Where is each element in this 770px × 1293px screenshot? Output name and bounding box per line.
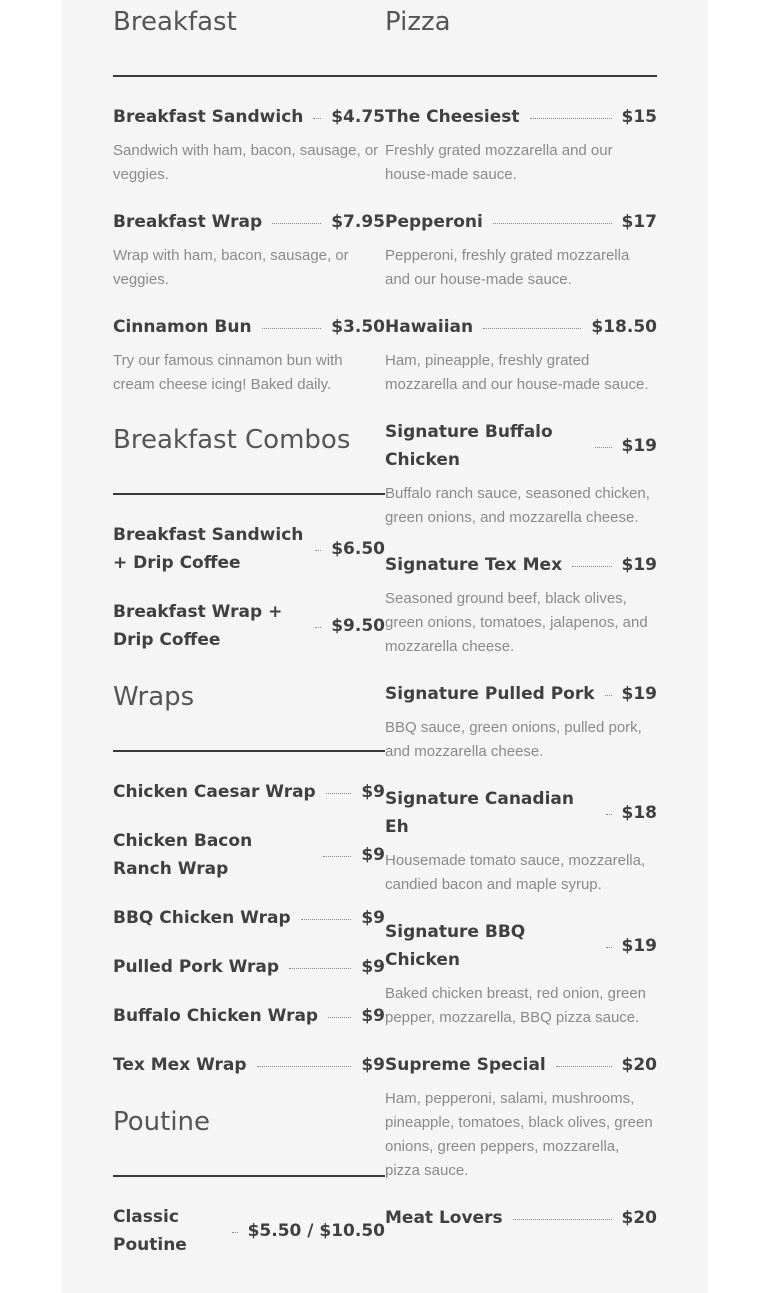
dotted-leader (301, 919, 352, 920)
menu-section-breakfast (113, 0, 385, 397)
menu-item-description: Housemade tomato sauce, mozzarella, candied bacon and maple syrup. (385, 852, 646, 893)
menu-item (113, 778, 385, 806)
section-divider (113, 493, 385, 495)
menu-item-price: $18 (621, 803, 657, 823)
dotted-leader (328, 1017, 351, 1018)
menu-section-wraps (113, 675, 385, 1079)
menu-item-price: $19 (621, 555, 657, 575)
dotted-leader (323, 856, 351, 857)
menu-item (113, 1203, 385, 1259)
dotted-leader (272, 223, 321, 224)
section-divider (113, 75, 385, 77)
menu-item (385, 1204, 657, 1232)
menu-item-description: Buffalo ranch sauce, seasoned chicken, green onions, and mozzarella cheese. (385, 485, 650, 526)
menu-item-name: Signature Tex Mex (385, 555, 563, 575)
section-title: Poutine (113, 1107, 211, 1137)
menu-panel (62, 0, 708, 1293)
menu-item (113, 313, 385, 397)
menu-column-left (113, 0, 385, 1280)
menu-item-price: $20 (621, 1208, 657, 1228)
dotted-leader (315, 627, 321, 628)
section-divider (113, 1175, 385, 1177)
menu-item-price: $19 (621, 436, 657, 456)
menu-item (385, 208, 657, 292)
menu-item-header (113, 953, 385, 981)
menu-item-header (385, 418, 657, 474)
menu-item-name: Buffalo Chicken Wrap (113, 1006, 319, 1026)
menu-item-header (385, 785, 657, 841)
menu-item-name: Breakfast Wrap (113, 212, 263, 232)
menu-item-price: $18.50 (591, 317, 657, 337)
menu-item (385, 680, 657, 764)
menu-item (385, 551, 657, 659)
section-title: Breakfast Combos (113, 425, 351, 455)
dotted-leader (572, 566, 611, 567)
menu-item-header (113, 1203, 385, 1259)
dotted-leader (257, 1066, 352, 1067)
menu-item-name: Breakfast Sandwich (113, 107, 304, 127)
dotted-leader (262, 328, 322, 329)
menu-item-header (113, 313, 385, 341)
menu-item (385, 418, 657, 530)
menu-item-price: $6.50 (331, 539, 385, 559)
dotted-leader (289, 968, 351, 969)
menu-item-header (113, 1002, 385, 1030)
menu-item-name: Signature Canadian Eh (385, 789, 574, 837)
menu-item-price: $9 (361, 782, 385, 802)
menu-item-name: Classic Poutine (113, 1207, 187, 1255)
dotted-leader (313, 118, 321, 119)
section-title: Wraps (113, 682, 195, 712)
menu-item (385, 103, 657, 187)
menu-item-price: $19 (621, 684, 657, 704)
menu-item (113, 904, 385, 932)
menu-item-name: Tex Mex Wrap (113, 1055, 247, 1075)
menu-item (113, 1051, 385, 1079)
menu-item-name: Meat Lovers (385, 1208, 503, 1228)
menu-column-right (385, 0, 657, 1253)
menu-item (113, 827, 385, 883)
menu-item-name: The Cheesiest (385, 107, 520, 127)
dotted-leader (315, 550, 321, 551)
menu-item-price: $5.50 / $10.50 (247, 1221, 385, 1241)
menu-item-name: Chicken Bacon Ranch Wrap (113, 831, 253, 879)
menu-item-description: BBQ sauce, green onions, pulled pork, and mozzarella cheese. (385, 719, 642, 760)
menu-item-name: Chicken Caesar Wrap (113, 782, 316, 802)
section-divider (385, 75, 657, 77)
section-divider (113, 750, 385, 752)
menu-item-description: Ham, pineapple, freshly grated mozzarella and our house-made sauce. (385, 352, 649, 393)
dotted-leader (483, 328, 581, 329)
menu-item-price: $9 (361, 1055, 385, 1075)
menu-item (385, 918, 657, 1030)
menu-item (385, 313, 657, 397)
menu-section-pizza (385, 0, 657, 1232)
menu-item-price: $19 (621, 936, 657, 956)
menu-item-description: Wrap with ham, bacon, sausage, or veggies. (113, 247, 349, 288)
menu-item-name: Signature Pulled Pork (385, 684, 595, 704)
section-title: Pizza (385, 7, 451, 37)
menu-item-header (113, 103, 385, 131)
menu-item-price: $20 (621, 1055, 657, 1075)
menu-item-name: Pepperoni (385, 212, 483, 232)
menu-item (113, 1002, 385, 1030)
menu-item-price: $9.50 (331, 616, 385, 636)
menu-item-price: $9 (361, 1006, 385, 1026)
menu-item (113, 521, 385, 577)
menu-item-header (113, 208, 385, 236)
menu-item-price: $15 (621, 107, 657, 127)
menu-item-header (113, 1051, 385, 1079)
menu-item-name: Breakfast Sandwich + Drip Coffee (113, 525, 304, 573)
dotted-leader (606, 947, 612, 948)
menu-item-header (113, 904, 385, 932)
menu-item-header (385, 313, 657, 341)
menu-item-header (385, 551, 657, 579)
menu-item-name: Hawaiian (385, 317, 474, 337)
dotted-leader (530, 118, 612, 119)
dotted-leader (493, 223, 612, 224)
dotted-leader (326, 793, 352, 794)
dotted-leader (606, 814, 612, 815)
menu-item (113, 208, 385, 292)
menu-section-breakfast-combos (113, 418, 385, 654)
menu-item-price: $4.75 (331, 107, 385, 127)
dotted-leader (556, 1066, 612, 1067)
menu-item-description: Sandwich with ham, bacon, sausage, or veggies. (113, 142, 379, 183)
menu-item (113, 953, 385, 981)
menu-item-header (113, 827, 385, 883)
menu-item-name: BBQ Chicken Wrap (113, 908, 291, 928)
menu-item-header (113, 598, 385, 654)
menu-item-description: Try our famous cinnamon bun with cream cheese icing! Baked daily. (113, 352, 343, 393)
menu-item-price: $3.50 (331, 317, 385, 337)
dotted-leader (605, 695, 612, 696)
menu-item-name: Supreme Special (385, 1055, 546, 1075)
menu-item-description: Freshly grated mozzarella and our house-made sauce. (385, 142, 613, 183)
menu-item-header (385, 918, 657, 974)
menu-item-name: Cinnamon Bun (113, 317, 252, 337)
menu-item (113, 103, 385, 187)
menu-item-header (113, 778, 385, 806)
menu-item (385, 785, 657, 897)
menu-item-name: Pulled Pork Wrap (113, 957, 280, 977)
menu-item-header (385, 1204, 657, 1232)
dotted-leader (513, 1219, 612, 1220)
menu-item-price: $9 (361, 845, 385, 865)
menu-item-name: Signature BBQ Chicken (385, 922, 526, 970)
menu-item-header (385, 208, 657, 236)
menu-item-header (385, 680, 657, 708)
menu-item-price: $9 (361, 957, 385, 977)
menu-section-poutine (113, 1100, 385, 1259)
menu-item (113, 598, 385, 654)
dotted-leader (595, 447, 612, 448)
menu-item-price: $7.95 (331, 212, 385, 232)
menu-item-description: Seasoned ground beef, black olives, green onions, tomatoes, jalapenos, and mozzarella cheese. (385, 590, 648, 655)
menu-item (385, 1051, 657, 1183)
menu-item-header (385, 103, 657, 131)
menu-item-header (385, 1051, 657, 1079)
menu-item-price: $9 (361, 908, 385, 928)
menu-item-name: Breakfast Wrap + Drip Coffee (113, 602, 283, 650)
menu-item-description: Baked chicken breast, red onion, green pepper, mozzarella, BBQ pizza sauce. (385, 985, 646, 1026)
menu-item-description: Ham, pepperoni, salami, mushrooms, pineapple, tomatoes, black olives, green onions, green peppers, mozzarella, pizza sauce. (385, 1090, 653, 1179)
dotted-leader (232, 1232, 238, 1233)
menu-item-header (113, 521, 385, 577)
menu-item-description: Pepperoni, freshly grated mozzarella and our house-made sauce. (385, 247, 630, 288)
menu-item-price: $17 (621, 212, 657, 232)
section-title: Breakfast (113, 7, 237, 37)
menu-item-name: Signature Buffalo Chicken (385, 422, 553, 470)
